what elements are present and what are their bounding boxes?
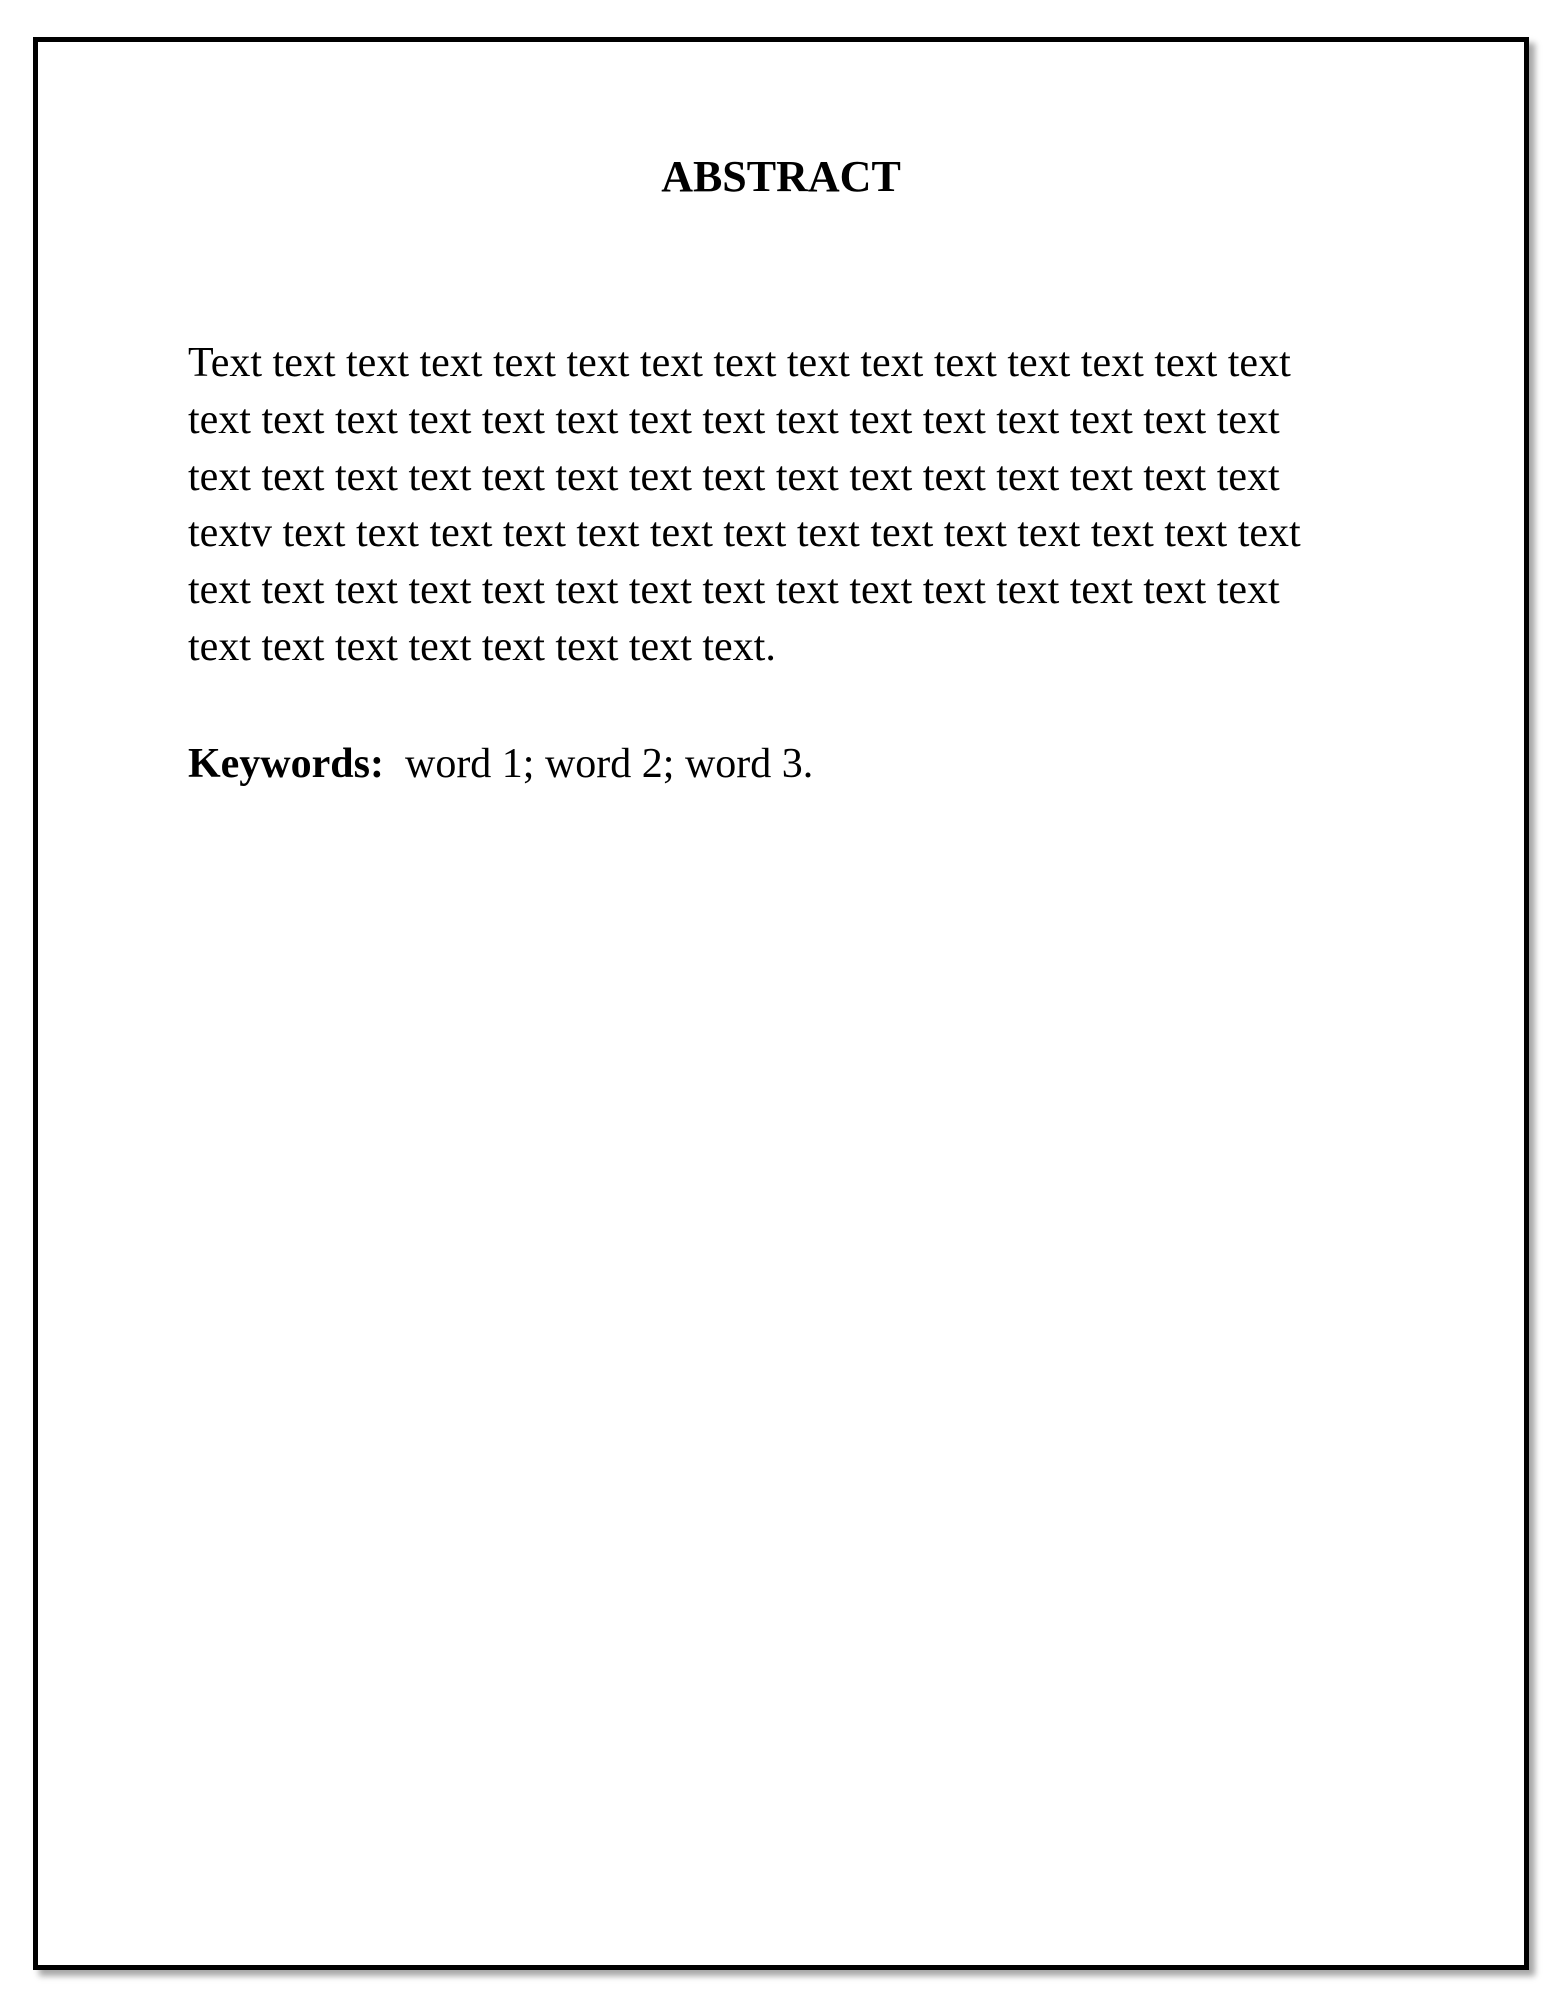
keywords-label: Keywords: bbox=[188, 741, 384, 787]
keywords-line bbox=[188, 736, 1404, 793]
keywords-value: word 1; word 2; word 3. bbox=[383, 741, 814, 787]
abstract-title: ABSTRACT bbox=[661, 152, 901, 201]
page-frame bbox=[33, 37, 1529, 1970]
abstract-body: Text text text text text text text text text text text text text text text text text text text text text text text text text text text text text text text text text text text text text text text text text text text text text textv text text text text text text text text text text text text text text text text text text text text text text text text text text text text text text text text text text text text text. bbox=[188, 340, 1301, 670]
